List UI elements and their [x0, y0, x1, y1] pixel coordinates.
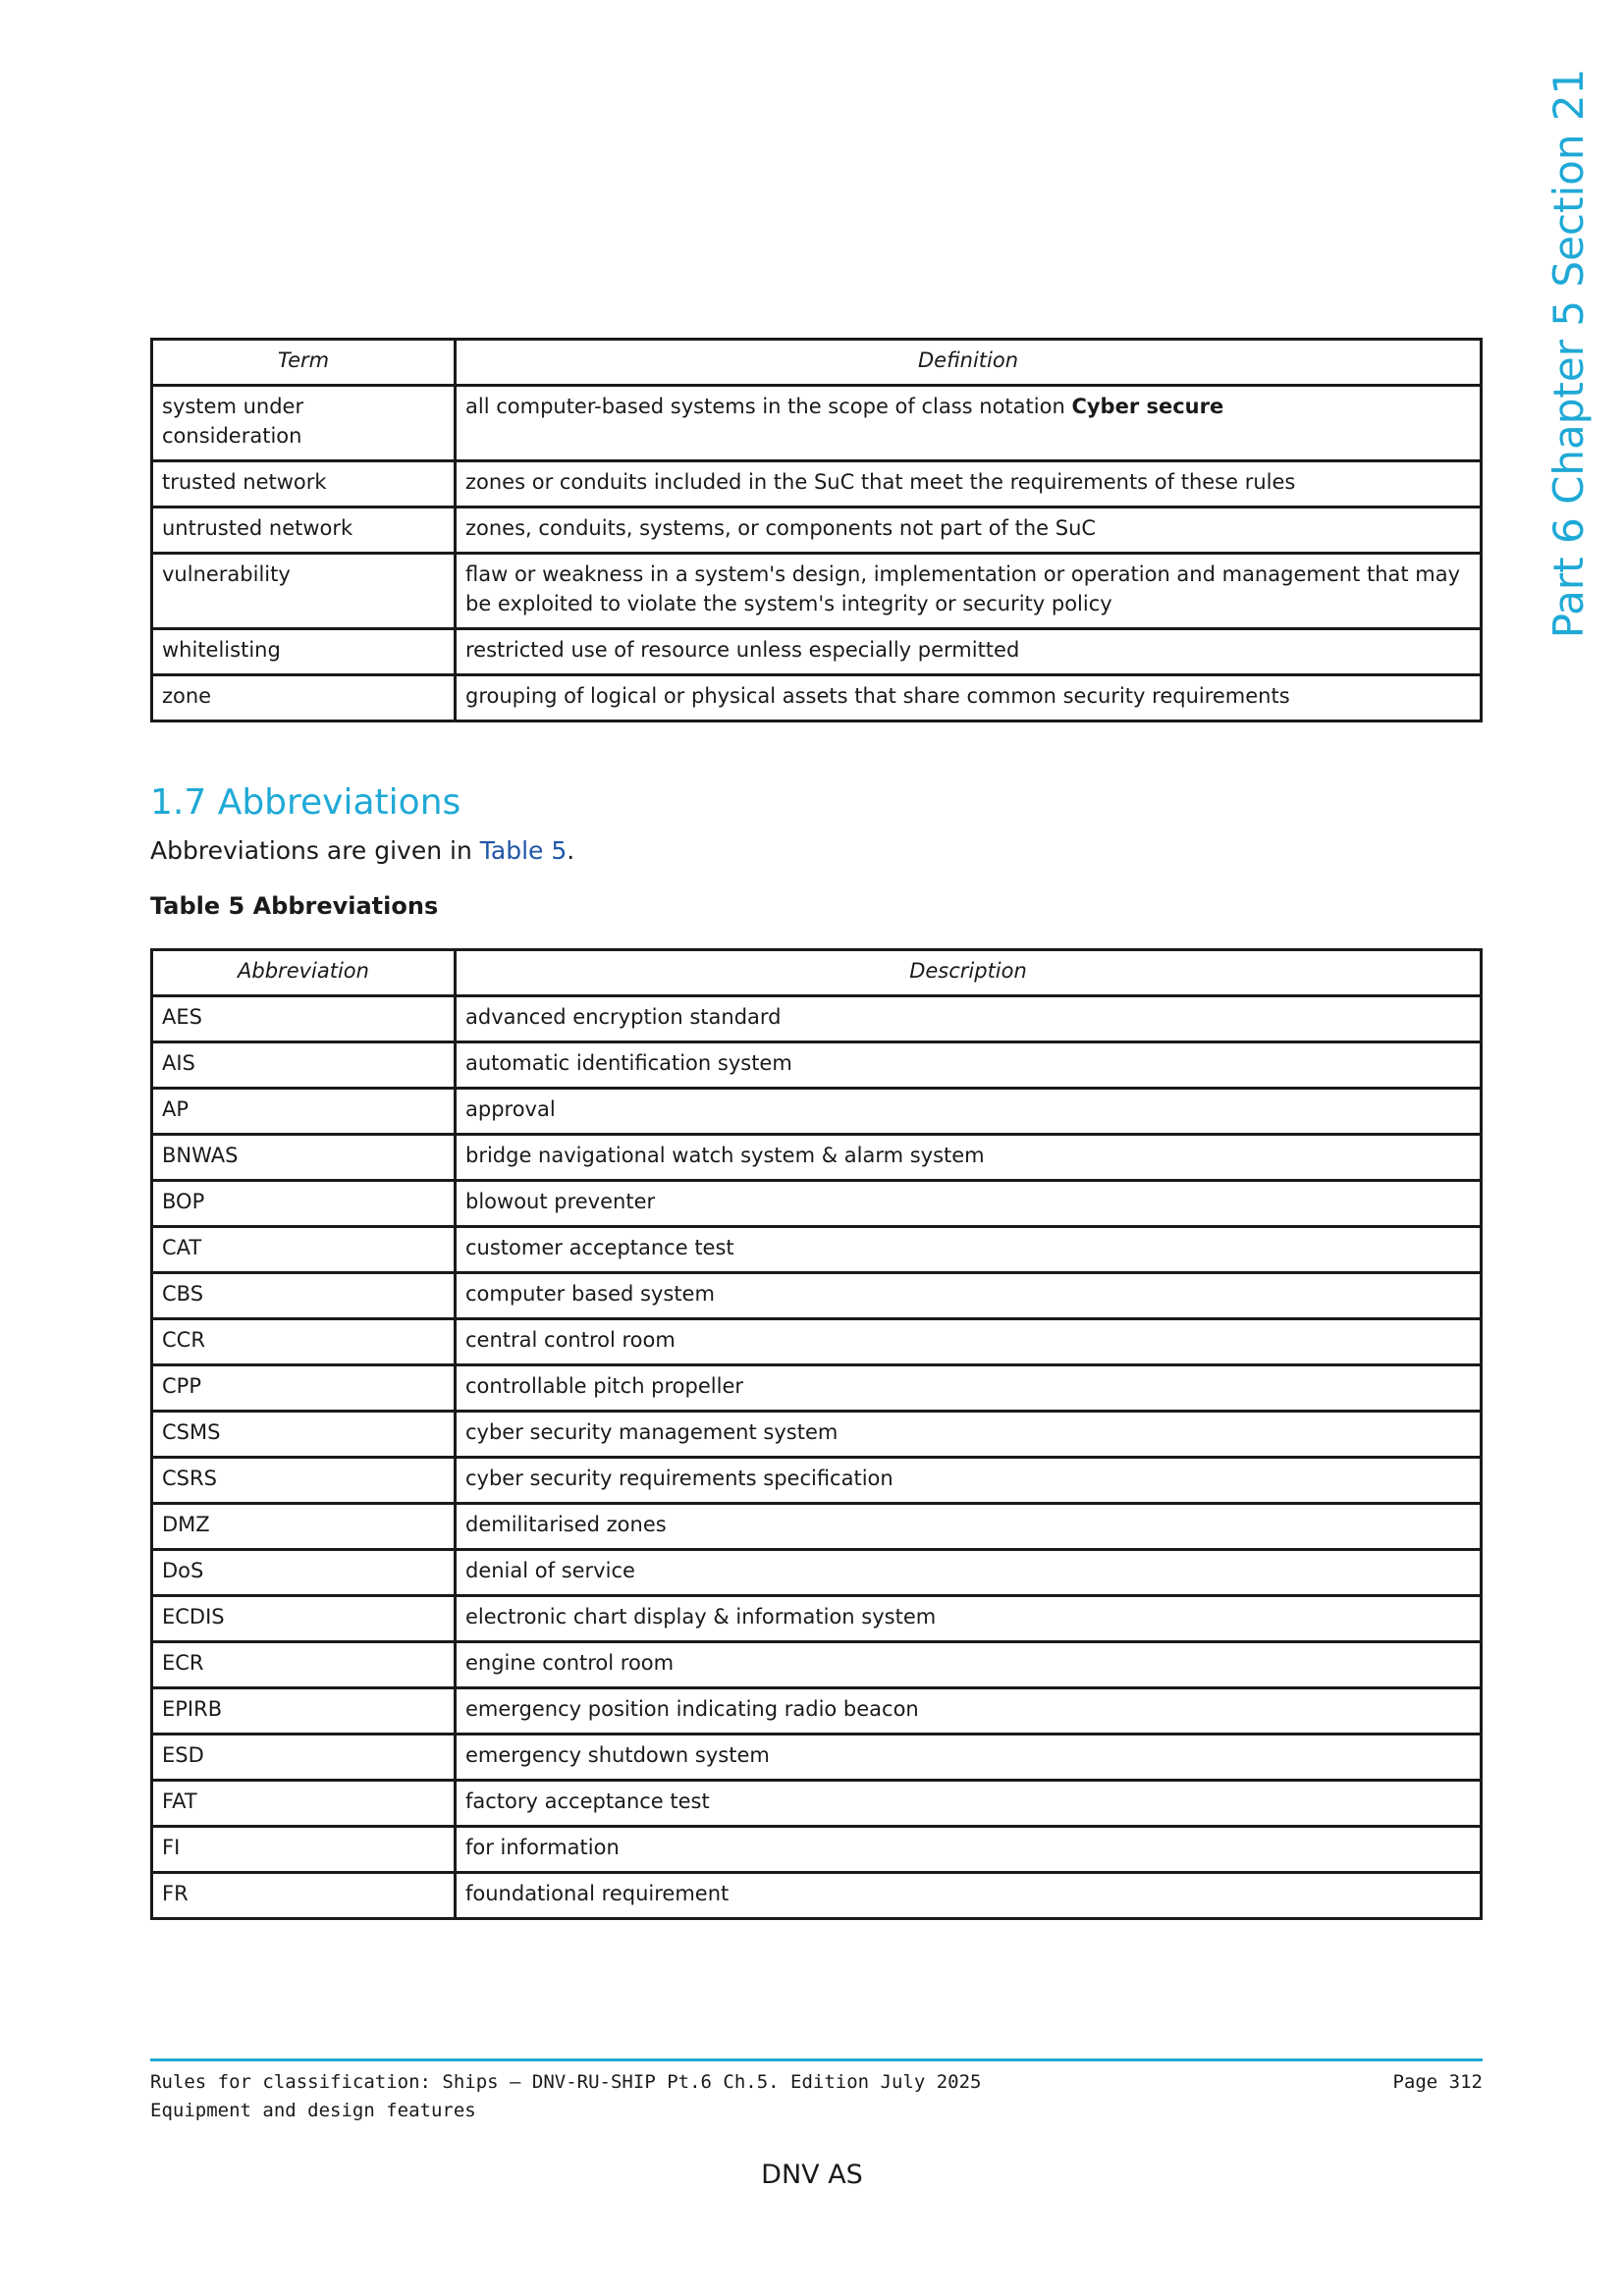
intro-text: Abbreviations are given in: [150, 836, 472, 865]
column-header-term: Term: [152, 340, 456, 386]
table-row: [152, 1873, 1482, 1919]
description-cell: emergency shutdown system: [456, 1735, 1482, 1781]
column-header-description: Description: [456, 950, 1482, 996]
section-heading: 1.7 Abbreviations: [150, 782, 461, 823]
table-row: [152, 996, 1482, 1042]
abbreviation-cell: CAT: [152, 1227, 456, 1273]
abbreviation-cell: ECDIS: [152, 1596, 456, 1642]
column-header-definition: Definition: [456, 340, 1482, 386]
table-row: [152, 1550, 1482, 1596]
description-cell: demilitarised zones: [456, 1504, 1482, 1550]
description-cell: cyber security management system: [456, 1412, 1482, 1458]
footer-line-2: [150, 2097, 1483, 2124]
table-row: [152, 461, 1482, 507]
description-cell: automatic identification system: [456, 1042, 1482, 1089]
table-row: [152, 1089, 1482, 1135]
table-row: [152, 1319, 1482, 1365]
description-cell: computer based system: [456, 1273, 1482, 1319]
term-cell: vulnerability: [152, 554, 456, 629]
abbreviation-cell: CSMS: [152, 1412, 456, 1458]
footer-divider: [150, 2058, 1483, 2061]
intro-period: .: [567, 836, 575, 865]
table-row: [152, 1412, 1482, 1458]
table-row: [152, 1181, 1482, 1227]
table-row: [152, 675, 1482, 721]
abbreviation-cell: BNWAS: [152, 1135, 456, 1181]
abbreviation-cell: FI: [152, 1827, 456, 1873]
table-row: [152, 1642, 1482, 1688]
term-cell: zone: [152, 675, 456, 721]
abbreviation-cell: DoS: [152, 1550, 456, 1596]
description-cell: engine control room: [456, 1642, 1482, 1688]
description-cell: approval: [456, 1089, 1482, 1135]
description-cell: bridge navigational watch system & alarm system: [456, 1135, 1482, 1181]
table-row: [152, 1135, 1482, 1181]
definition-cell: restricted use of resource unless especially permitted: [456, 629, 1482, 675]
table-row: [152, 1042, 1482, 1089]
definition-cell: grouping of logical or physical assets that share common security requirements: [456, 675, 1482, 721]
table-row: [152, 629, 1482, 675]
definition-cell: zones or conduits included in the SuC that meet the requirements of these rules: [456, 461, 1482, 507]
abbreviation-cell: FR: [152, 1873, 456, 1919]
table-row: [152, 1827, 1482, 1873]
abbreviation-cell: AES: [152, 996, 456, 1042]
footer-line-1: [150, 2068, 1483, 2096]
term-cell: system under consideration: [152, 386, 456, 461]
footer-document-subtitle: Equipment and design features: [150, 2100, 476, 2121]
side-section-label-text: Part 6 Chapter 5 Section 21: [1544, 68, 1593, 639]
table-caption: Table 5 Abbreviations: [150, 892, 439, 920]
term-cell: untrusted network: [152, 507, 456, 554]
definition-cell: [456, 386, 1482, 461]
table-row: [152, 1273, 1482, 1319]
table-row: [152, 1735, 1482, 1781]
abbreviation-cell: AIS: [152, 1042, 456, 1089]
table-row: [152, 1458, 1482, 1504]
term-cell: whitelisting: [152, 629, 456, 675]
table-row: [152, 1688, 1482, 1735]
definitions-table: [150, 338, 1483, 722]
section-intro: [150, 836, 574, 866]
description-cell: foundational requirement: [456, 1873, 1482, 1919]
description-cell: cyber security requirements specification: [456, 1458, 1482, 1504]
table-row: [152, 1504, 1482, 1550]
abbreviation-cell: ECR: [152, 1642, 456, 1688]
table-row: [152, 386, 1482, 461]
description-cell: central control room: [456, 1319, 1482, 1365]
column-header-abbreviation: Abbreviation: [152, 950, 456, 996]
definition-cell: flaw or weakness in a system's design, implementation or operation and management that may be exploited to violate the system's integrity or security policy: [456, 554, 1482, 629]
description-cell: electronic chart display & information system: [456, 1596, 1482, 1642]
page-number: Page 312: [1392, 2071, 1483, 2093]
company-name: DNV AS: [761, 2160, 863, 2190]
description-cell: factory acceptance test: [456, 1781, 1482, 1827]
description-cell: emergency position indicating radio beacon: [456, 1688, 1482, 1735]
definition-bold-text: Cyber secure: [1071, 395, 1224, 418]
description-cell: denial of service: [456, 1550, 1482, 1596]
description-cell: controllable pitch propeller: [456, 1365, 1482, 1412]
abbreviation-cell: AP: [152, 1089, 456, 1135]
description-cell: for information: [456, 1827, 1482, 1873]
table-row: [152, 554, 1482, 629]
abbreviation-cell: BOP: [152, 1181, 456, 1227]
abbreviations-table: [150, 948, 1483, 1920]
table-row: [152, 1596, 1482, 1642]
abbreviation-cell: EPIRB: [152, 1688, 456, 1735]
abbreviation-cell: CSRS: [152, 1458, 456, 1504]
abbreviation-cell: FAT: [152, 1781, 456, 1827]
definition-cell: zones, conduits, systems, or components not part of the SuC: [456, 507, 1482, 554]
table-row: [152, 507, 1482, 554]
abbreviation-cell: CPP: [152, 1365, 456, 1412]
abbreviation-cell: CCR: [152, 1319, 456, 1365]
term-cell: trusted network: [152, 461, 456, 507]
description-cell: advanced encryption standard: [456, 996, 1482, 1042]
table-row: [152, 1365, 1482, 1412]
abbreviation-cell: ESD: [152, 1735, 456, 1781]
description-cell: blowout preventer: [456, 1181, 1482, 1227]
abbreviation-cell: DMZ: [152, 1504, 456, 1550]
table-row: [152, 1227, 1482, 1273]
table-5-link[interactable]: Table 5: [479, 836, 568, 865]
table-header-row: [152, 950, 1482, 996]
abbreviation-cell: CBS: [152, 1273, 456, 1319]
description-cell: customer acceptance test: [456, 1227, 1482, 1273]
footer-document-title: Rules for classification: Ships — DNV-RU-SHIP Pt.6 Ch.5. Edition July 2025: [150, 2071, 982, 2093]
definition-text: all computer-based systems in the scope of class notation: [465, 395, 1065, 418]
table-header-row: [152, 340, 1482, 386]
table-row: [152, 1781, 1482, 1827]
